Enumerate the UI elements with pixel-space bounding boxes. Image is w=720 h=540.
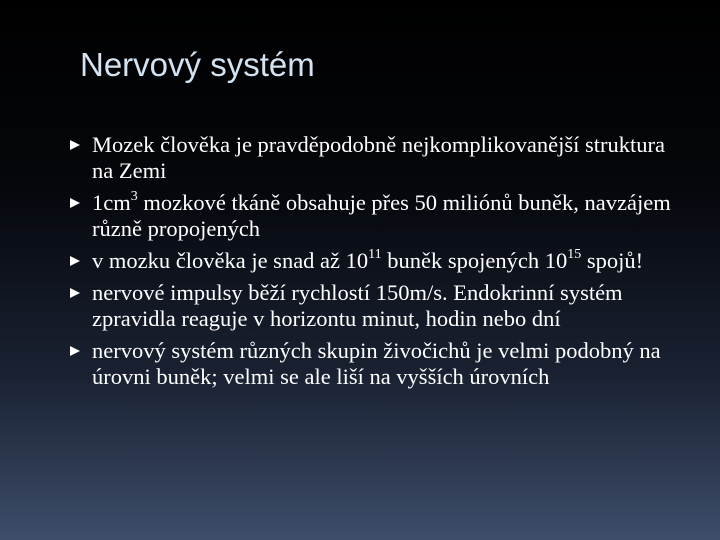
bullet-arrow-icon (70, 198, 80, 208)
bullet-text-part: buněk spojených 10 (381, 248, 568, 273)
bullet-arrow-icon (70, 140, 80, 150)
bullet-text-part: v mozku člověka je snad až 10 (92, 248, 369, 273)
bullet-item-4 (70, 280, 690, 332)
superscript: 3 (130, 188, 138, 204)
bullet-item-3 (70, 248, 690, 274)
bullet-arrow-icon (70, 346, 80, 356)
superscript: 11 (368, 246, 382, 262)
bullet-item-5 (70, 338, 690, 390)
bullet-text: nervové impulsy běží rychlostí 150m/s. Endokrinní systém zpravidla reaguje v horizontu minut, hodin nebo dní (92, 280, 623, 331)
bullet-text: nervový systém různých skupin živočichů je velmi podobný na úrovni buněk; velmi se ale liší na vyšších úrovních (92, 338, 661, 389)
bullet-text-part: 1cm (92, 190, 131, 215)
slide-title: Nervový systém (80, 46, 315, 83)
bullet-list (70, 132, 690, 396)
bullet-text: Mozek člověka je pravděpodobně nejkomplikovanější struktura na Zemi (92, 132, 665, 183)
bullet-arrow-icon (70, 256, 80, 266)
superscript: 15 (567, 246, 582, 262)
bullet-text-part: mozkové tkáně obsahuje přes 50 miliónů buněk, navzájem různě propojených (92, 190, 671, 241)
bullet-item-2 (70, 190, 690, 242)
bullet-item-1 (70, 132, 690, 184)
bullet-text-part: spojů! (581, 248, 644, 273)
bullet-arrow-icon (70, 288, 80, 298)
